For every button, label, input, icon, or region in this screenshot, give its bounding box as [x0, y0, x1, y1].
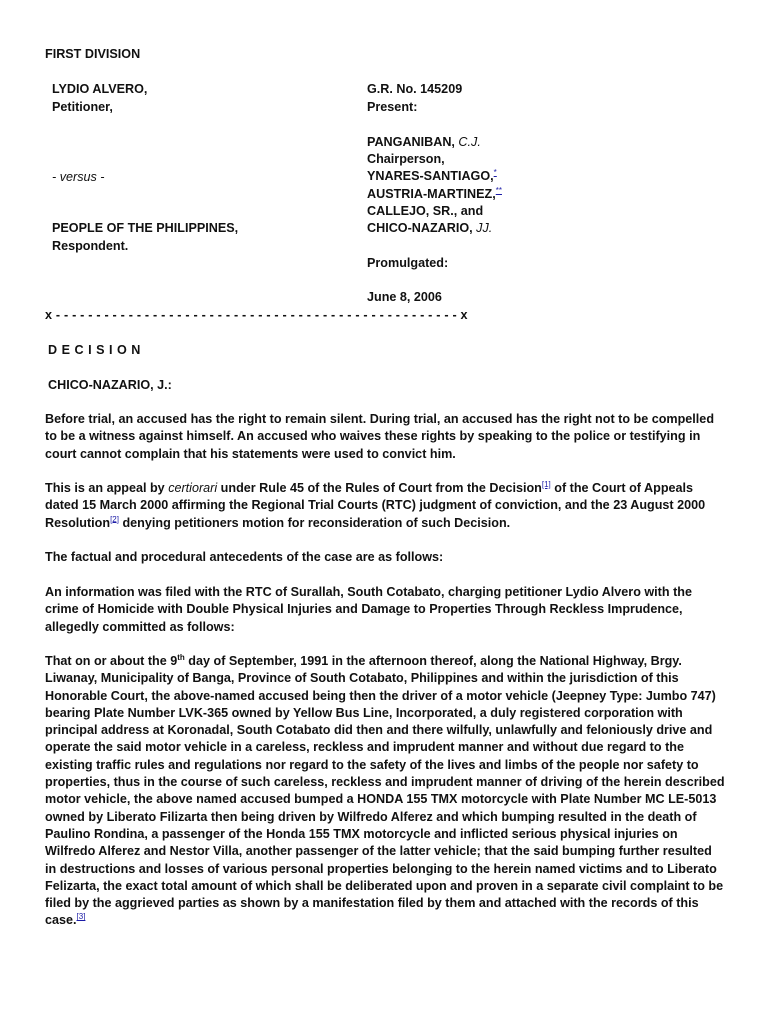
paragraph-text: An information was filed with the RTC of Surallah, South Cotabato, charging petitioner Lydio Alvero with the crime of Homicide with Double Physical Injuries and Damage to Properties Through Reckless Imprudence, allegedly committed as follows:: [45, 585, 692, 634]
respondent-name: PEOPLE OF THE PHILIPPINES,: [52, 221, 239, 235]
text-run: day of September, 1991 in the afternoon thereof, along the National Highway, Brgy. Liwanay, Municipality of Banga, Province of South Cotabato, Philippines and within the jurisdiction of this Honorable Court, the above-named accused being then the driver of a motor vehicle (Jeepney Type: Jumbo 747) bearing Plate Number LVK-365 owned by Yellow Bus Line, Incorporated, a duly registered corporation with principal address at Koronadal, South Cotabato did then and there wilfully, unlawfully and feloniously drive and operate the said motor vehicle in a careless, reckless and imprudent manner and without due regard to the existing traffic rules and regulations nor regard to the safety of the lives and limbs of the people nor safety to properties, thus in the course of such careless, reckless and imprudent manner of driving of the herein described motor vehicle, the above named accused bumped a HONDA 155 TMX motorcycle with Plate Number MC LE-5013 owned by Liberato Filizarta then being driven by Wilfredo Alferez and which bumping resulted in the death of Paulino Rondina, a passenger of the Honda 155 TMX motorcycle and inflicted serious physical injuries on Wilfredo Alferez and Nestor Villa, another passenger of the latter vehicle; that the said bumping further resulted in destructions and losses of various personal properties belonging to the herein named victims and to Liberato Felizarta, the exact total amount of which shall be deliberated upon and proven in a separate civil complaint to be filed by the aggrieved parties as shown by a manifestation filed by them and attached with the records of this case.: [45, 654, 725, 928]
justice-chico-nazario: [367, 220, 492, 237]
justice-ynares-santiago: [367, 168, 497, 185]
promulgated-date: June 8, 2006: [367, 290, 442, 304]
footnote-link-1[interactable]: [1]: [541, 479, 551, 489]
justice-title: C.J.: [458, 135, 481, 149]
justice-name: CHICO-NAZARIO,: [367, 221, 477, 235]
text-run-italic: certiorari: [168, 481, 218, 495]
footnote-link-star[interactable]: *: [493, 167, 497, 177]
paragraph-text: [45, 480, 725, 532]
justice-panganiban: [367, 134, 481, 151]
justice-name: PANGANIBAN,: [367, 135, 459, 149]
text-run: under Rule 45 of the Rules of Court from the Decision: [217, 481, 542, 495]
paragraph-text: [45, 653, 725, 930]
promulgated-label: Promulgated:: [367, 256, 449, 270]
ordinal-suffix: th: [177, 652, 185, 662]
petitioner-role: Petitioner,: [52, 100, 113, 114]
paragraph-5: [45, 653, 725, 930]
text-run: denying petitioners motion for reconsideration of such Decision.: [118, 515, 511, 530]
paragraph-1: [45, 411, 725, 463]
footnote-link-double-star[interactable]: **: [495, 185, 502, 195]
division-heading: FIRST DIVISION: [45, 47, 141, 61]
gr-number: G.R. No. 145209: [367, 82, 463, 96]
paragraph-2: [45, 480, 725, 532]
justice-austria-martinez: [367, 186, 502, 203]
justice-title: JJ.: [476, 221, 493, 235]
paragraph-text: The factual and procedural antecedents of the case are as follows:: [45, 550, 444, 564]
text-run: That on or about the 9: [45, 654, 178, 668]
decision-heading: D E C I S I O N: [48, 343, 141, 357]
justice-chairperson: Chairperson,: [367, 152, 445, 166]
footnote-link-3[interactable]: [3]: [76, 912, 86, 922]
justice-name: YNARES-SANTIAGO,: [367, 169, 494, 183]
paragraph-3: [45, 549, 725, 566]
petitioner-name: LYDIO ALVERO,: [52, 82, 148, 96]
footnote-link-2[interactable]: [2]: [110, 514, 119, 524]
respondent-role: Respondent.: [52, 239, 129, 253]
justice-callejo: CALLEJO, SR., and: [367, 204, 484, 218]
ponente: CHICO-NAZARIO, J.:: [48, 378, 172, 392]
paragraph-4: [45, 584, 725, 636]
versus-label: - versus -: [52, 170, 105, 184]
separator-line: x - - - - - - - - - - - - - - - - - - - - - - - - - - - - - - - - - - - - - - - - - - - - - - - - - - x: [45, 308, 468, 322]
text-run: This is an appeal by: [45, 481, 169, 495]
justice-name: AUSTRIA-MARTINEZ,: [367, 187, 496, 201]
text-run: of the Court of Appeals dated 15 March 2000 affirming the Regional Trial Courts (RTC) judgment of conviction, and the 23 August 2000 Resolution: [45, 481, 706, 530]
present-label: Present:: [367, 100, 418, 114]
paragraph-text: Before trial, an accused has the right to remain silent. During trial, an accused has the right not to be compelled to be a witness against himself. An accused who waives these rights by speaking to the police or testifying in court cannot complain that his statements were used to convict him.: [45, 412, 715, 461]
